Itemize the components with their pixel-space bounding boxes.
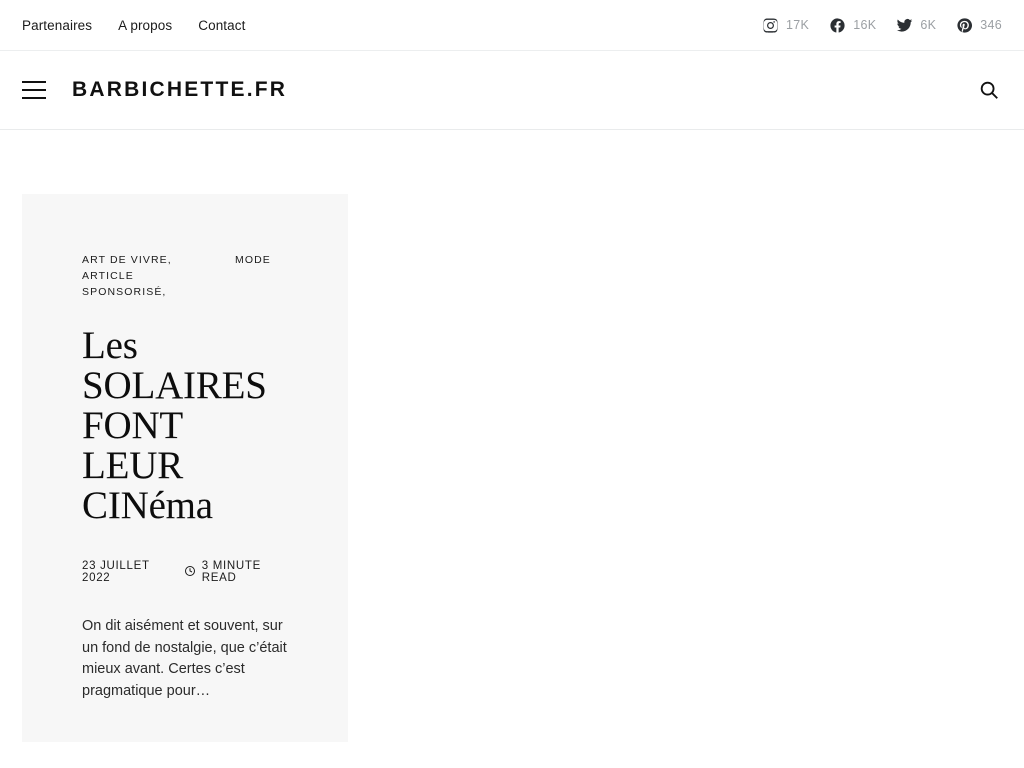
site-logo[interactable]: BARBICHETTE.FR [72,78,288,101]
clock-icon [184,565,196,580]
instagram-icon [762,17,779,34]
article-category-left[interactable]: ART DE VIVRE, ARTICLE SPONSORISÉ, [82,254,172,298]
article-card[interactable] [22,194,348,742]
top-navigation [22,18,245,33]
main-content [0,130,1024,768]
top-nav-link-partenaires[interactable]: Partenaires [22,17,93,33]
social-link-instagram[interactable] [762,17,809,34]
social-links [762,17,1002,34]
search-icon[interactable] [976,77,1002,103]
top-nav-link-a-propos[interactable]: A propos [118,17,173,33]
top-utility-bar [0,0,1024,51]
social-link-twitter[interactable] [896,17,936,34]
header-left-group [22,78,287,102]
social-link-facebook[interactable] [829,17,876,34]
article-read-time [184,560,288,584]
article-excerpt: On dit aisément et souvent, sur un fond de nostalgie, que c’était mieux avant. Certes c’est pragmatique pour… [82,618,287,699]
article-categories [82,252,288,300]
article-meta [82,560,288,584]
hamburger-menu-icon[interactable] [22,81,46,99]
social-count-facebook: 16K [853,18,877,32]
social-link-pinterest[interactable] [956,17,1002,34]
top-nav-link-contact[interactable]: Contact [198,17,246,33]
pinterest-icon [956,17,973,34]
facebook-icon [829,17,846,34]
twitter-icon [896,17,913,34]
social-count-instagram: 17K [786,18,810,32]
hamburger-bar-bottom [22,97,46,99]
hamburger-bar-top [22,81,46,83]
social-count-pinterest: 346 [980,18,1002,32]
hamburger-bar-middle [22,89,46,91]
article-read-time-label: 3 MINUTE READ [201,560,262,584]
article-category-right[interactable]: MODE [235,254,271,266]
social-count-twitter: 6K [920,18,937,32]
site-header [0,51,1024,130]
article-date: 23 JUILLET 2022 [82,560,150,584]
article-title[interactable]: Les SOLAIRES FONT LEUR CINéma [82,324,267,527]
